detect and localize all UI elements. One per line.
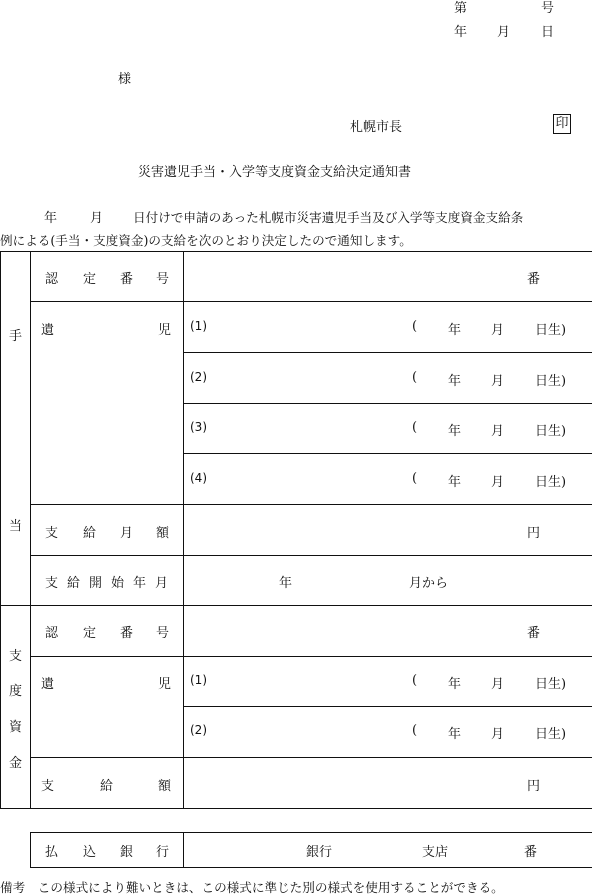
- birth-year-label: 年: [448, 323, 462, 338]
- birth-month-label: 月: [491, 374, 505, 389]
- bank-name-suffix: 銀行: [306, 845, 333, 860]
- birth-day-close: 日生): [535, 424, 567, 439]
- body-text-line2: 例による(手当・支度資金)の支給を次のとおり決定したので通知します。: [0, 233, 412, 248]
- birth-open: (: [412, 673, 418, 688]
- bank-branch-suffix: 支店: [422, 845, 449, 860]
- shitaku-section-char-3: 資: [9, 720, 23, 735]
- body-text-line1: 日付けで申請のあった札幌市災害遺児手当及び入学等支度資金支給条: [133, 210, 524, 225]
- teate-getsugaku-yen: 円: [527, 526, 541, 541]
- addressee-honorific: 様: [118, 72, 132, 87]
- shitaku-iji-label-c1: 遺: [41, 677, 55, 692]
- date-year-label: 年: [454, 25, 468, 40]
- shitaku-nintei-ban: 番: [527, 626, 541, 641]
- birth-open: (: [412, 420, 418, 435]
- birth-day-close: 日生): [535, 374, 567, 389]
- child-num: (3): [190, 420, 207, 434]
- bank-label-c3: 銀: [120, 845, 134, 860]
- teate-nintei-ban: 番: [527, 272, 541, 287]
- remarks-note: 備考 この様式により難いときは、この様式に準じた別の様式を使用することができる。: [0, 880, 504, 895]
- shitaku-nintei-label-c1: 認: [45, 626, 59, 641]
- birth-day-close: 日生): [535, 323, 567, 338]
- teate-kaishi-from: 月から: [409, 576, 449, 591]
- number-suffix: 号: [541, 1, 555, 16]
- teate-kaishi-label-c1: 支: [45, 576, 59, 591]
- shitaku-nintei-label-c3: 番: [120, 626, 134, 641]
- document-title: 災害遺児手当・入学等支度資金支給決定通知書: [138, 165, 412, 180]
- child-num: (2): [190, 370, 207, 384]
- teate-section-char-1: 手: [9, 329, 23, 344]
- issuer-mayor: 札幌市長: [350, 120, 403, 135]
- teate-nintei-label-c4: 号: [156, 272, 170, 287]
- teate-kaishi-label-c5: 年: [133, 576, 147, 591]
- teate-getsugaku-label-c3: 月: [120, 526, 134, 541]
- birth-month-label: 月: [491, 677, 505, 692]
- shitaku-section-char-1: 支: [9, 649, 23, 664]
- birth-year-label: 年: [448, 424, 462, 439]
- date-month-label: 月: [497, 25, 511, 40]
- teate-kaishi-year: 年: [279, 576, 293, 591]
- teate-nintei-label-c2: 定: [83, 272, 97, 287]
- body-month-label: 月: [90, 211, 104, 226]
- teate-getsugaku-label-c2: 給: [83, 526, 97, 541]
- birth-year-label: 年: [448, 677, 462, 692]
- bank-label-c1: 払: [45, 845, 59, 860]
- bank-account-suffix: 番: [524, 845, 538, 860]
- body-year-label: 年: [44, 211, 58, 226]
- birth-open: (: [412, 319, 418, 334]
- birth-open: (: [412, 723, 418, 738]
- birth-month-label: 月: [491, 727, 505, 742]
- shitaku-gaku-label-c1: 支: [41, 779, 55, 794]
- shitaku-section-char-4: 金: [9, 756, 23, 771]
- teate-section-char-2: 当: [9, 519, 23, 534]
- shitaku-gaku-label-c2: 給: [100, 779, 114, 794]
- shitaku-nintei-label-c4: 号: [156, 626, 170, 641]
- seal-mark: 印: [553, 114, 571, 134]
- teate-getsugaku-label-c4: 額: [156, 526, 170, 541]
- birth-day-close: 日生): [535, 475, 567, 490]
- child-num: (4): [190, 471, 207, 485]
- shitaku-gaku-yen: 円: [527, 779, 541, 794]
- shitaku-section-char-2: 度: [9, 684, 23, 699]
- bank-label-c4: 行: [156, 845, 170, 860]
- teate-getsugaku-label-c1: 支: [45, 526, 59, 541]
- teate-kaishi-label-c2: 給: [67, 576, 81, 591]
- birth-month-label: 月: [491, 424, 505, 439]
- child-num: (2): [190, 723, 207, 737]
- teate-kaishi-label-c3: 開: [89, 576, 103, 591]
- birth-year-label: 年: [448, 727, 462, 742]
- teate-nintei-label-c1: 認: [45, 272, 59, 287]
- birth-open: (: [412, 471, 418, 486]
- bank-label-c2: 込: [83, 845, 97, 860]
- teate-kaishi-label-c4: 始: [111, 576, 125, 591]
- birth-year-label: 年: [448, 475, 462, 490]
- teate-kaishi-label-c6: 月: [155, 576, 169, 591]
- shitaku-iji-label-c2: 児: [158, 677, 172, 692]
- birth-month-label: 月: [491, 323, 505, 338]
- teate-iji-label-c1: 遺: [41, 323, 55, 338]
- shitaku-gaku-label-c3: 額: [158, 779, 172, 794]
- birth-day-close: 日生): [535, 727, 567, 742]
- birth-month-label: 月: [491, 475, 505, 490]
- birth-day-close: 日生): [535, 677, 567, 692]
- number-prefix: 第: [454, 1, 468, 16]
- birth-year-label: 年: [448, 374, 462, 389]
- child-num: (1): [190, 673, 207, 687]
- date-day-label: 日: [541, 25, 555, 40]
- birth-open: (: [412, 370, 418, 385]
- teate-nintei-label-c3: 番: [120, 272, 134, 287]
- shitaku-nintei-label-c2: 定: [83, 626, 97, 641]
- child-num: (1): [190, 319, 207, 333]
- teate-iji-label-c2: 児: [158, 323, 172, 338]
